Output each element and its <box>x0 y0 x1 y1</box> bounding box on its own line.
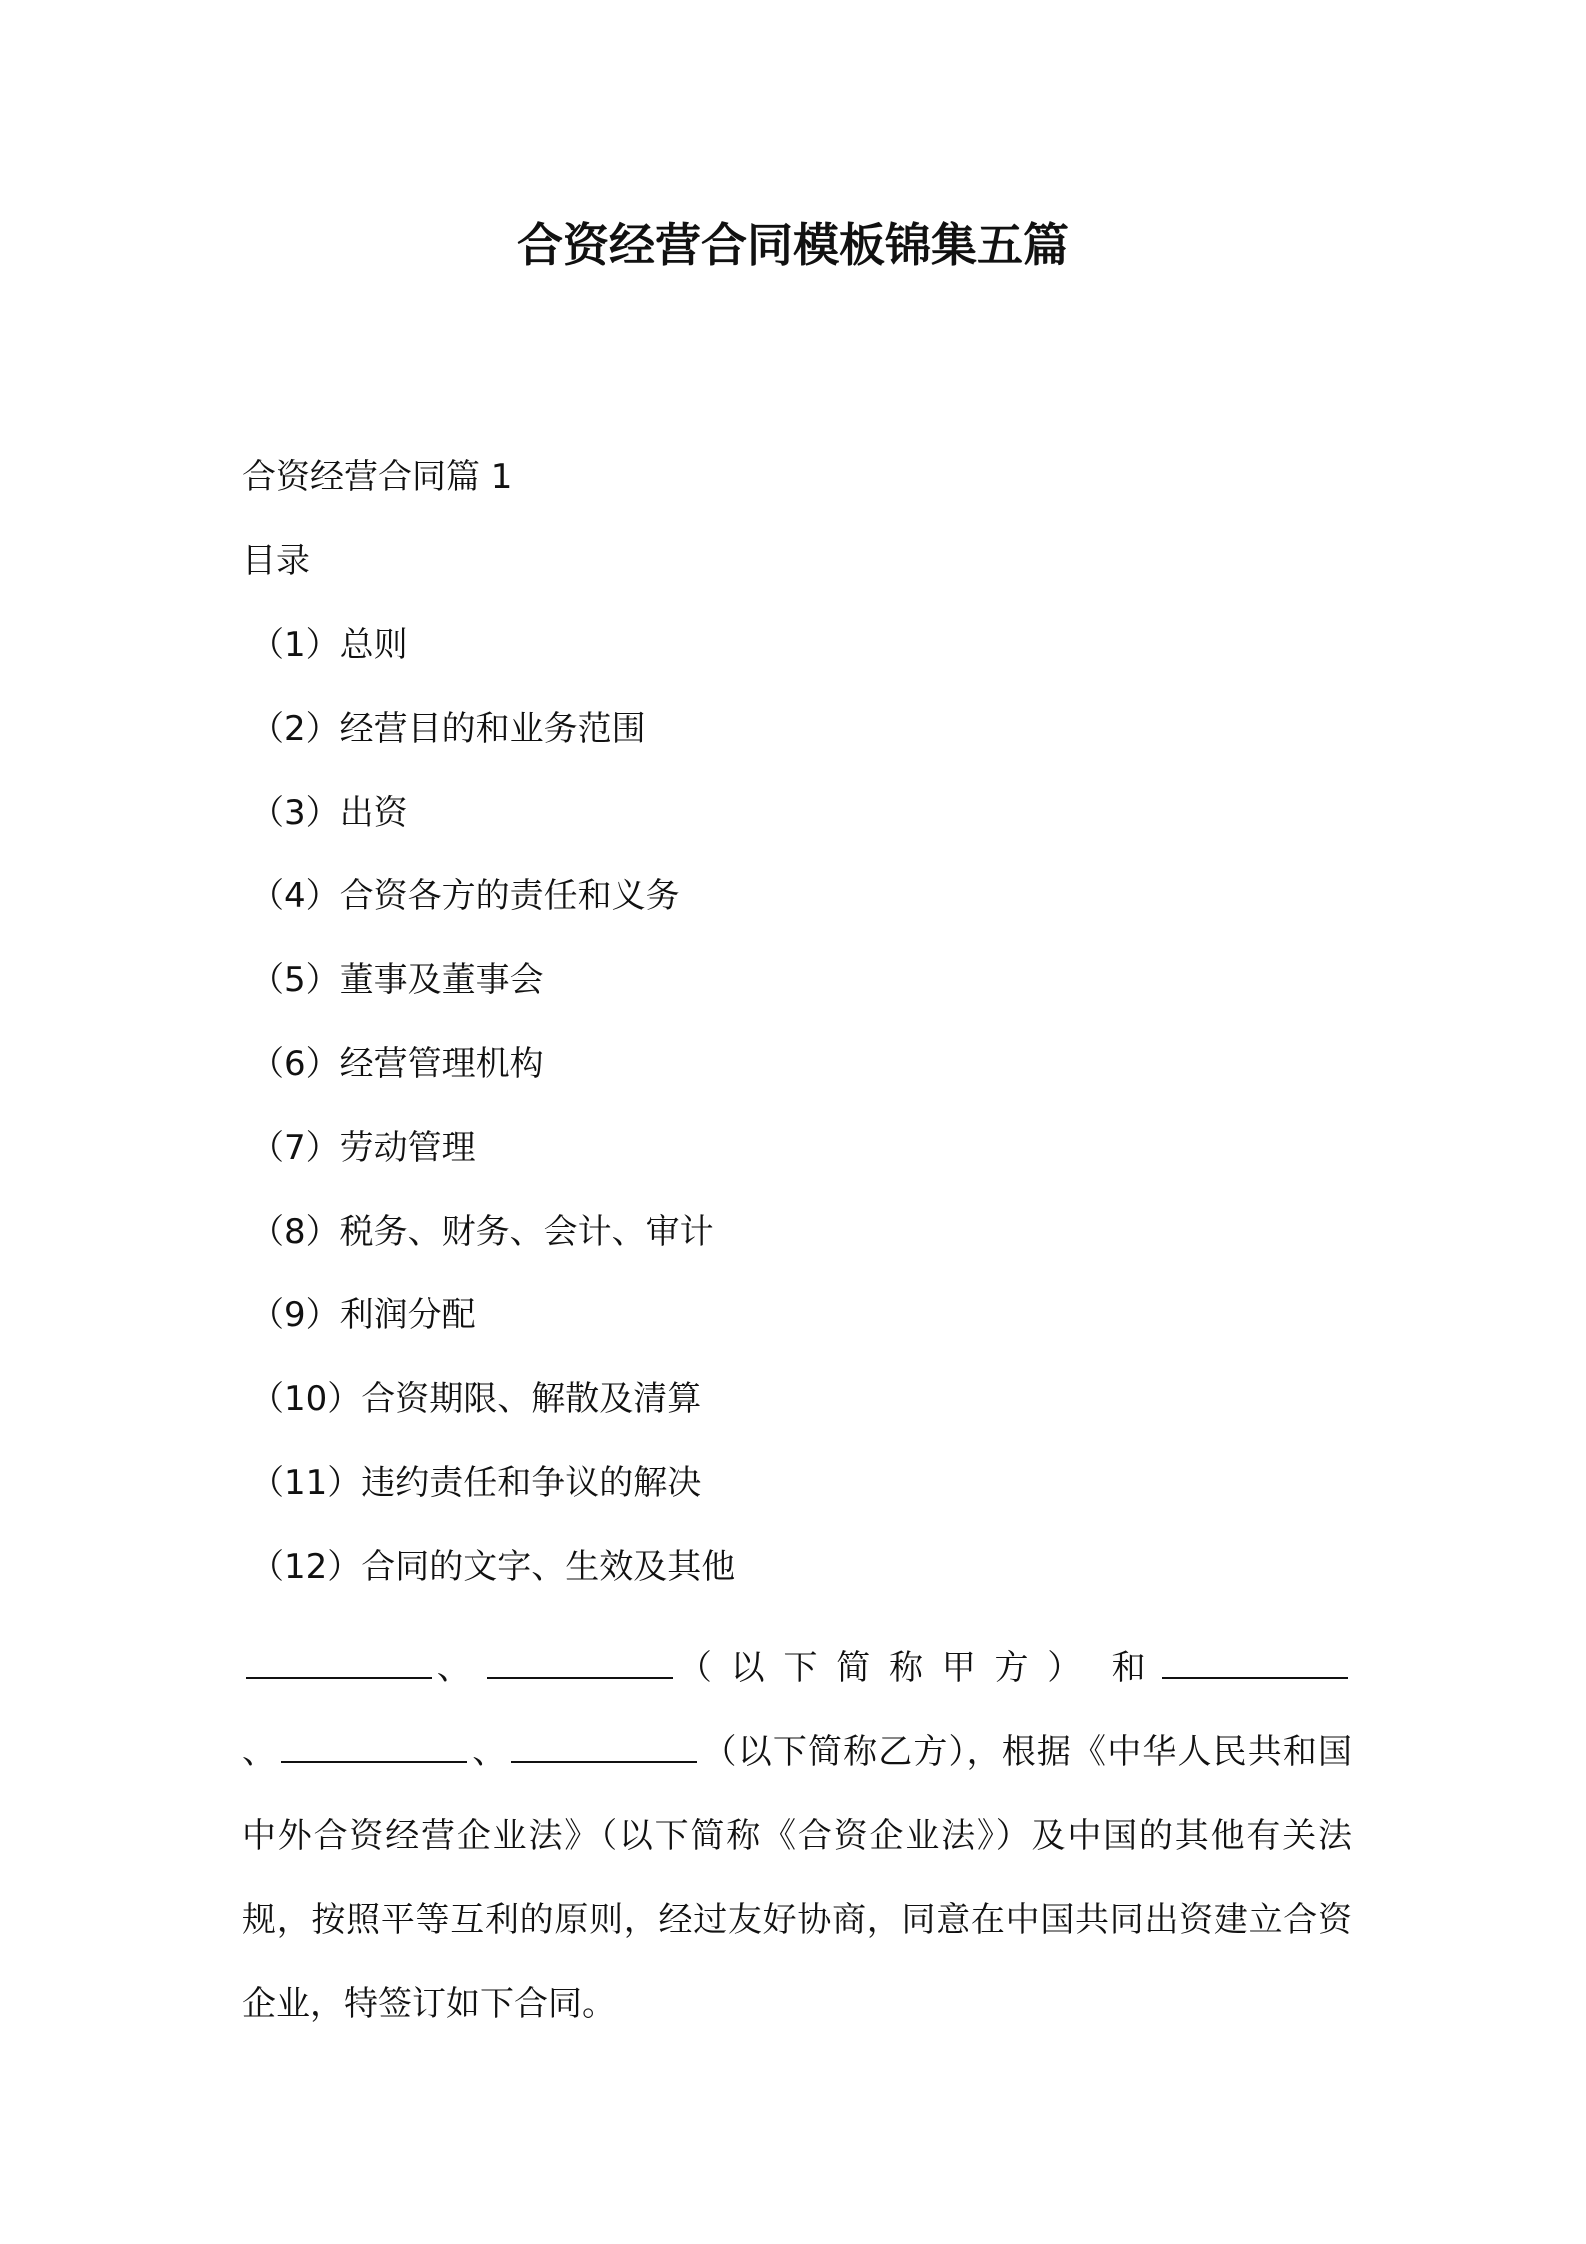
section-heading: 合资经营合同篇 1 <box>242 457 513 497</box>
table-of-contents <box>250 620 735 1626</box>
toc-title: 目录 <box>242 541 310 581</box>
toc-item: （2）经营目的和业务范围 <box>250 708 646 749</box>
toc-item: （5）董事及董事会 <box>250 960 544 1001</box>
toc-item: （9）利润分配 <box>250 1295 476 1336</box>
and-word: 和 <box>1111 1648 1147 1688</box>
party-a-phrase: （以下简称甲方） <box>677 1648 1101 1688</box>
blank-line <box>246 1647 432 1679</box>
toc-item: （12）合同的文字、生效及其他 <box>250 1546 736 1587</box>
toc-item: （4）合资各方的责任和义务 <box>250 876 680 917</box>
toc-item: （10）合资期限、解散及清算 <box>250 1379 702 1420</box>
toc-item: （1）总则 <box>250 625 408 665</box>
party-b-phrase: （以下简称乙方），根据《中华人民共和国中外合资经营企业法》（以下简称《合资企业法》）及中国的其他有关法规，按照平等互利的原则，经过友好协商，同意在中国共同出资建立合资企业，特签订如下合同。 <box>242 1732 1353 2024</box>
toc-item: （6）经营管理机构 <box>250 1043 544 1084</box>
toc-item: （3）出资 <box>250 792 408 833</box>
separator: 、 <box>471 1732 508 1772</box>
toc-item: （8）税务、财务、会计、审计 <box>250 1211 714 1252</box>
toc-item: （7）劳动管理 <box>250 1127 476 1168</box>
blank-line <box>281 1731 467 1763</box>
toc-item: （11）违约责任和争议的解决 <box>250 1462 702 1503</box>
blank-line <box>511 1731 697 1763</box>
intro-paragraph <box>242 1626 1352 2046</box>
document-title: 合资经营合同模板锦集五篇 <box>517 218 1069 272</box>
blank-line <box>487 1647 673 1679</box>
blank-line <box>1162 1647 1348 1679</box>
separator: 、 <box>242 1732 278 1772</box>
separator: 、 <box>436 1648 472 1688</box>
